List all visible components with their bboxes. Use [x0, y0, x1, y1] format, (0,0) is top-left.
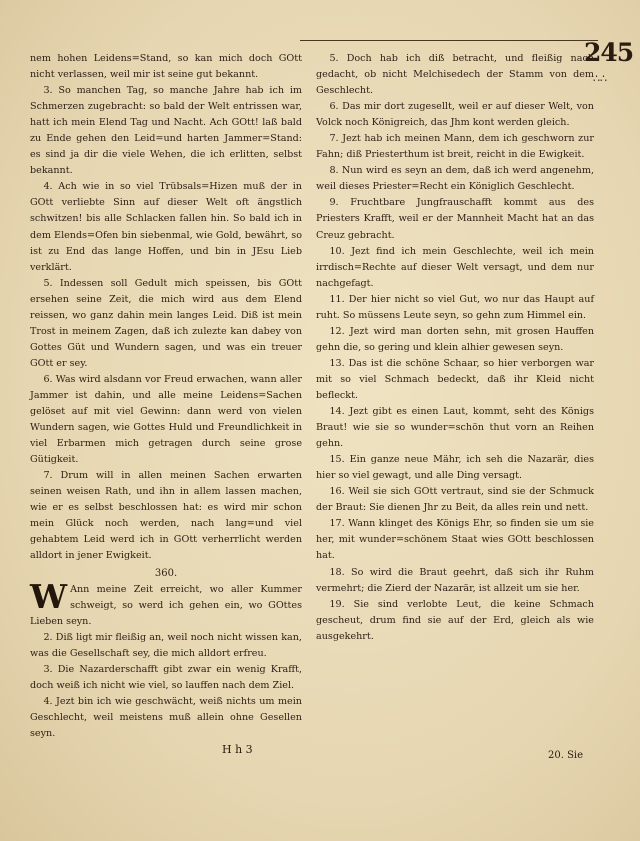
hymn-verse-12: 12. Jezt wird man dorten sehn, mit grosen Hauffen gehn die, so gering und klein alhier gewesen seyn.	[316, 325, 594, 353]
hymn-verse-1-text: Ann meine Zeit erreicht, wo aller Kummer schweigt, so werd ich gehen ein, wo GOttes Lieben seyn.	[30, 583, 302, 627]
drop-cap: W	[30, 576, 68, 616]
hymn-verse-3: 3. Die Nazarderschafft gibt zwar ein wenig Krafft, doch weiß ich nicht wie viel, so lauffen nach dem Ziel.	[30, 663, 302, 691]
signature-mark: H h 3	[222, 743, 253, 756]
hymn-verse-15: 15. Ein ganze neue Mähr, ich seh die Nazarär, dies hier so viel gewagt, und alle Ding versagt.	[316, 454, 594, 482]
verse-5: 5. Indessen soll Gedult mich speissen, bis GOtt ersehen seine Zeit, die mich wird aus dem Elend reissen, wo ganz dahin mein langes Leid. Diß ist mein Trost in meinem Zagen, daß ich zulezte kan dabey von Gottes Güt und Wundern sagen, und was ein treuer GOtt er sey.	[30, 277, 302, 369]
page-number: 245	[584, 38, 634, 67]
verse-7: 7. Drum will in allen meinen Sachen erwarten seinen weisen Rath, und ihn in allem lassen machen, wie er es selbst beschlossen hat: es wird mir schon mein Glück noch werden, nach lang=und viel gehabtem Leid werd ich in GOtt verherrlicht werden alldort in jener Ewigkeit.	[30, 470, 302, 562]
hymn-verse-13: 13. Das ist die schöne Schaar, so hier verborgen war mit so viel Schmach bedeckt, daß ihr Kleid nicht befleckt.	[316, 357, 594, 401]
verse-6: 6. Was wird alsdann vor Freud erwachen, wann aller Jammer ist dahin, und alle meine Leidens=Sachen gelöset auf mit viel Gewinn: dann werd von vielen Wundern sagen, wie Gottes Huld und Freundlichkeit in viel Erbarmen mich getragen durch seine grose Gütigkeit.	[30, 373, 302, 466]
verse-continuation: nem hohen Leidens=Stand, so kan mich doch GOtt nicht verlassen, weil mir ist seine gut bekannt.	[30, 53, 302, 81]
verse-4: 4. Ach wie in so viel Trübsals=Hizen muß der in GOtt verliebte Sinn auf dieser Welt oft ängstlich schwitzen! bis alle Schlacken fallen hin. So bald ich in dem Elends=Ofen bin siebenmal, wie Gold, bewährt, so ist zu End das lange Hoffen, und bin in JEsu Lieb verklärt.	[30, 181, 302, 273]
page-number-ornament: ∴∴	[593, 72, 607, 85]
hymn-verse-17: 17. Wann klinget des Königs Ehr, so finden sie um sie her, mit wunder=schönem Staat wies GOtt beschlossen hat.	[316, 518, 594, 562]
hymn-verse-18: 18. So wird die Braut geehrt, daß sich ihr Ruhm vermehrt; die Zierd der Nazarär, ist allzeit um sie her.	[316, 566, 594, 594]
hymn-verse-4: 4. Jezt bin ich wie geschwächt, weiß nichts um mein Geschlecht, weil meistens muß allein ohne Gesellen seyn.	[30, 695, 302, 739]
right-column	[316, 51, 594, 645]
header-rule	[300, 40, 598, 41]
hymn-verse-16: 16. Weil sie sich GOtt vertraut, sind sie der Schmuck der Braut: Sie dienen Jhr zu Beit, da alles rein und nett.	[316, 486, 594, 514]
hymn-verse-9: 9. Fruchtbare Jungfrauschafft kommt aus des Priesters Krafft, weil er der Mannheit Macht hat an das Creuz gebracht.	[316, 197, 594, 241]
hymn-verse-10: 10. Jezt find ich mein Geschlechte, weil ich mein irrdisch=Rechte auf dieser Welt versagt, und dem nur nachgefagt.	[316, 245, 594, 289]
hymn-verse-6: 6. Das mir dort zugesellt, weil er auf dieser Welt, von Volck noch Königreich, das Jhm kont werden gleich.	[316, 101, 594, 129]
verse-3: 3. So manchen Tag, so manche Jahre hab ich im Schmerzen zugebracht: so bald der Welt entrissen war, hatt ich mein Elend Tag und Nacht. Ach GOtt! laß bald zu Ende gehen den Leid=und harten Jammer=Stand: es sind ja dir die viele Wehen, die ich erlitten, selbst bekannt.	[30, 85, 302, 177]
hymn-verse-7: 7. Jezt hab ich meinen Mann, dem ich geschworn zur Fahn; diß Priesterthum ist breit, reicht in die Ewigkeit.	[316, 133, 594, 161]
hymn-verse-8: 8. Nun wird es seyn an dem, daß ich werd angenehm, weil dieses Priester=Recht ein Königlich Geschlecht.	[316, 165, 594, 193]
hymn-verse-1	[30, 576, 302, 630]
hymn-verse-2: 2. Diß ligt mir fleißig an, weil noch nicht wissen kan, was die Gesellschaft sey, die mich alldort erfreu.	[30, 631, 302, 659]
hymn-verse-14: 14. Jezt gibt es einen Laut, kommt, seht des Königs Braut! wie sie so wunder=schön thut vorn an Reihen gehn.	[316, 406, 594, 450]
left-column	[30, 51, 302, 742]
hymn-verse-19: 19. Sie sind verlobte Leut, die keine Schmach gescheut, drum find sie auf der Erd, gleich als wie ausgekehrt.	[316, 598, 594, 642]
catchword: 20. Sie	[548, 750, 584, 761]
hymn-number: 360.	[154, 567, 178, 579]
hymn-verse-11: 11. Der hier nicht so viel Gut, wo nur das Haupt auf ruht. So müssens Leute seyn, so gehn zum Himmel ein.	[316, 293, 594, 321]
hymn-verse-5: 5. Doch hab ich diß betracht, und fleißig nach gedacht, ob nicht Melchisedech der Stamm von dem Geschlecht.	[316, 53, 594, 97]
